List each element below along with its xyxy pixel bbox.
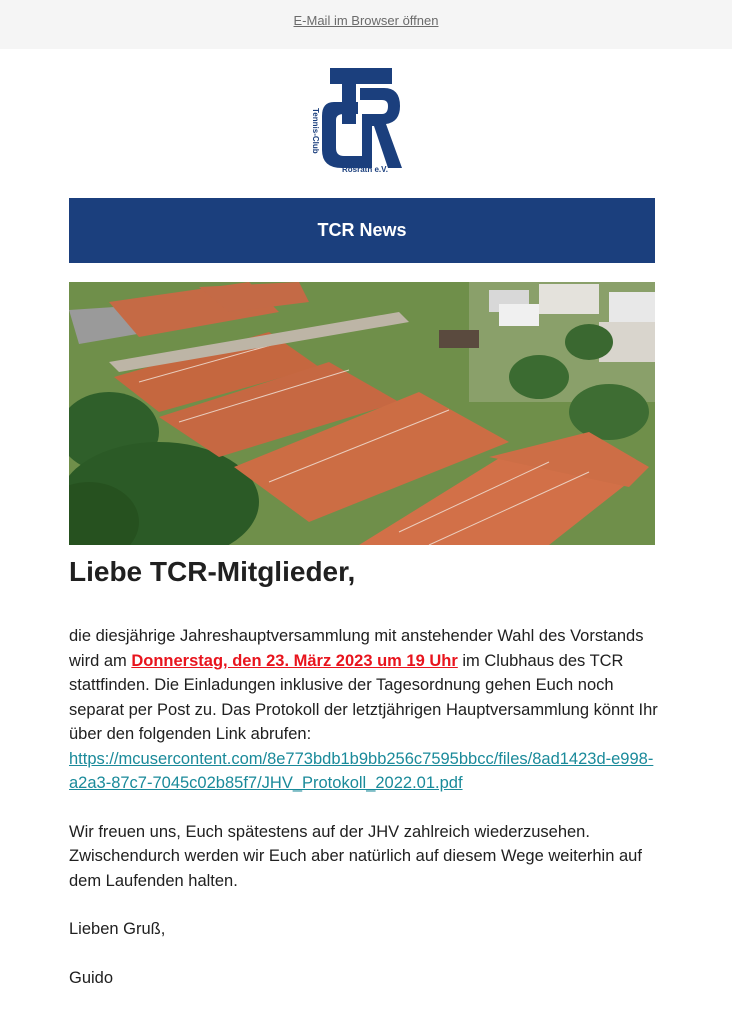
top-bar xyxy=(0,0,732,49)
svg-text:Tennis-Club: Tennis-Club xyxy=(311,108,320,154)
tcr-logo-icon xyxy=(300,64,410,176)
invitation-text-end: im Clubhaus des TCR stattfinden. Die Einladungen inklusive der Tagesordnung gehen Euch noch separat per Post zu. Das Protokoll der letztjährigen Hauptversammlung könnt Ihr über den folgenden Link abrufen: xyxy=(69,651,658,743)
open-in-browser-link[interactable]: E-Mail im Browser öffnen xyxy=(293,13,439,28)
email-body xyxy=(69,624,659,990)
svg-text:Rösrath e.V.: Rösrath e.V. xyxy=(342,165,388,174)
tcr-logo xyxy=(300,64,410,176)
banner-title: TCR News xyxy=(317,220,407,240)
greeting-heading: Liebe TCR-Mitglieder, xyxy=(69,556,356,587)
closing-text: Lieben Gruß, xyxy=(69,920,166,938)
signature: Guido xyxy=(69,968,114,987)
paragraph-outlook: Wir freuen uns, Euch spätestens auf der JHV zahlreich wiederzusehen. Zwischendurch werden wir Euch aber natürlich auf diesem Wege weiterhin auf dem Laufenden halten. xyxy=(69,822,642,890)
invitation-text-start: die diesjährige Jahreshauptversammlung mit anstehender Wahl des Vorstands wird am xyxy=(69,627,644,670)
meeting-date-highlight[interactable]: Donnerstag, den 23. März 2023 um 19 Uhr xyxy=(131,651,458,670)
protocol-link[interactable]: https://mcusercontent.com/8e773bdb1b9bb256c7595bbcc/files/8ad1423d-e998-a2a3-87c7-7045c02b85f7/JHV_Protokoll_2022.01.pdf xyxy=(69,749,654,792)
paragraph-invitation xyxy=(69,624,659,796)
aerial-tennis-courts-photo xyxy=(69,282,655,545)
aerial-photo-icon xyxy=(69,282,655,545)
news-banner xyxy=(69,198,655,263)
